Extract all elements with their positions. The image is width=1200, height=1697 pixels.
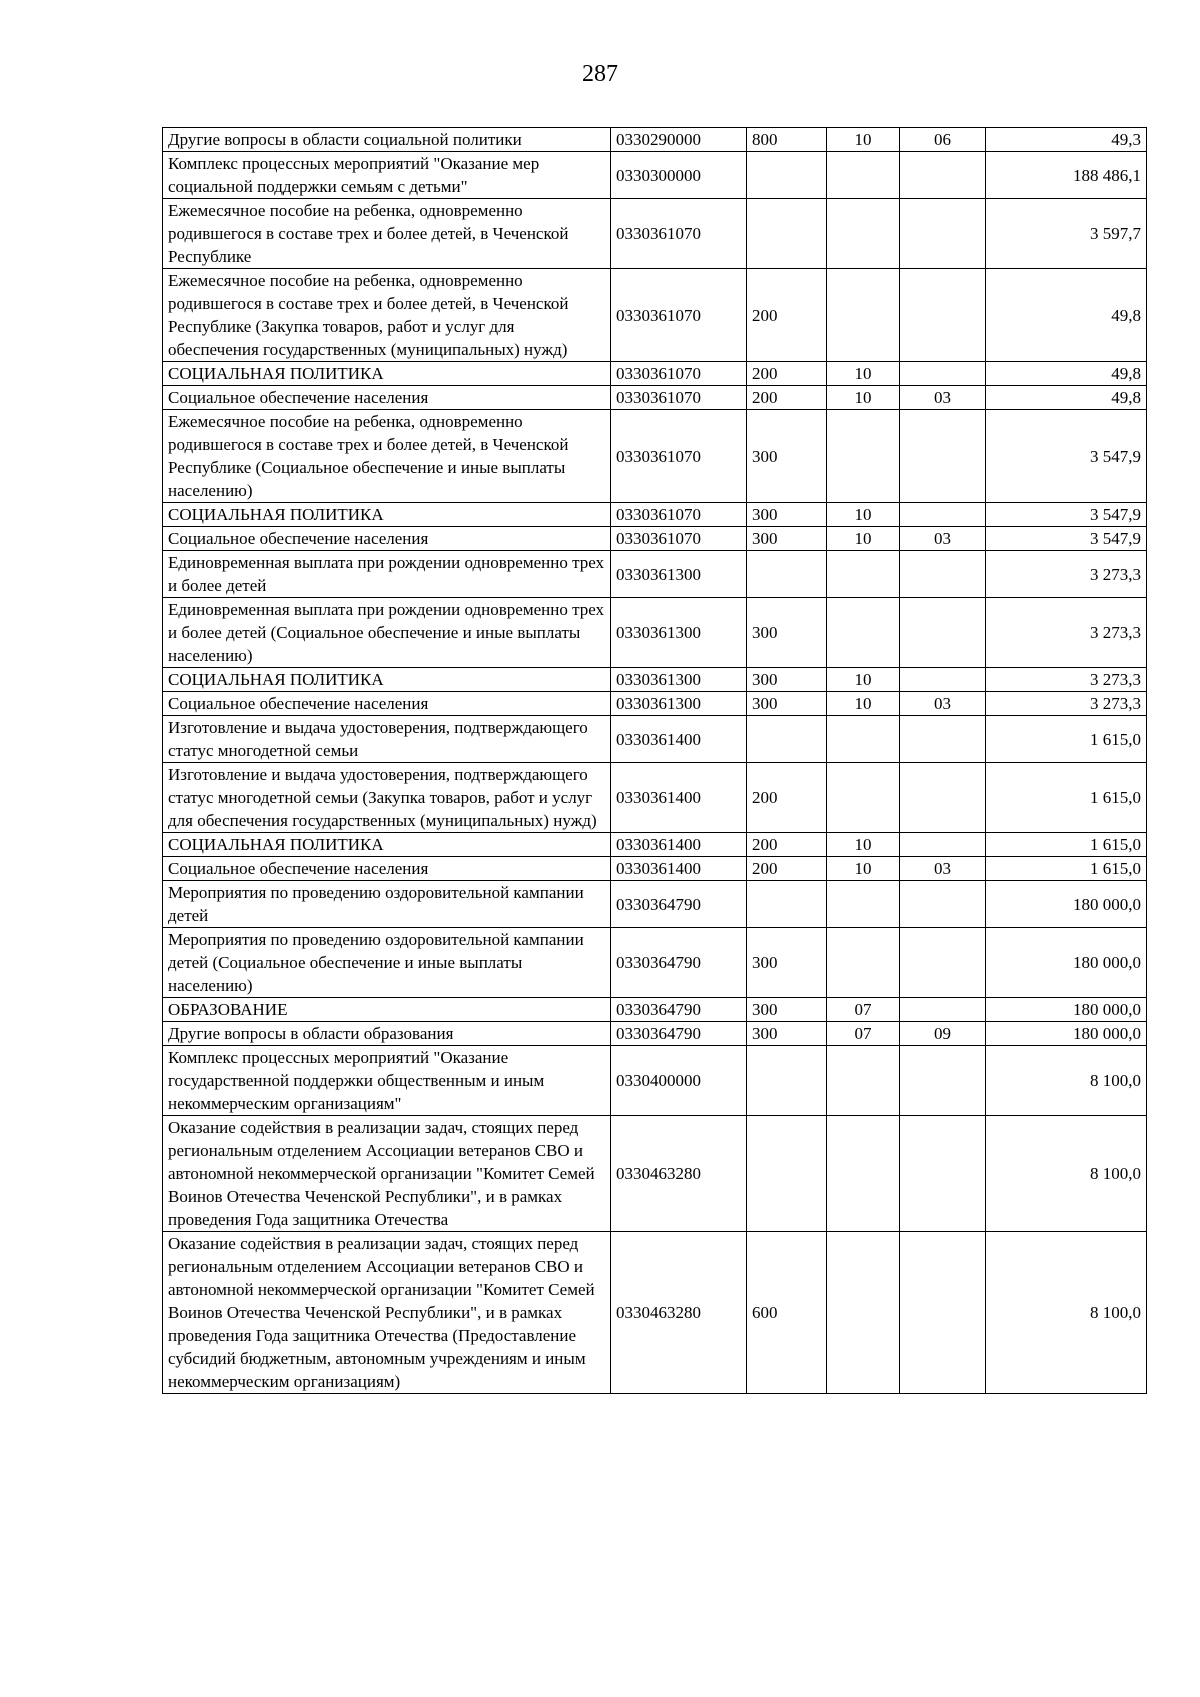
row-code: 0330361300: [611, 668, 747, 692]
table-row: [163, 527, 1147, 551]
row-expense-type: 300: [747, 998, 827, 1022]
row-expense-type: 200: [747, 362, 827, 386]
row-section: 10: [827, 857, 900, 881]
row-name: Социальное обеспечение населения: [163, 692, 611, 716]
row-code: 0330361070: [611, 503, 747, 527]
row-name: Оказание содействия в реализации задач, стоящих перед региональным отделением Ассоциации ветеранов СВО и автономной некоммерческой организации "Комитет Семей Воинов Отечества Чеченской Республики", и в рамках проведения Года защитника Отечества: [163, 1116, 611, 1232]
row-name: Ежемесячное пособие на ребенка, одновременно родившегося в составе трех и более детей, в Чеченской Республике (Закупка товаров, работ и услуг для обеспечения государственных (муниципальных) нужд): [163, 269, 611, 362]
row-subsection: 03: [900, 692, 986, 716]
row-section: 07: [827, 998, 900, 1022]
row-section: 10: [827, 386, 900, 410]
row-code: 0330361300: [611, 598, 747, 668]
table-row: [163, 362, 1147, 386]
row-section: 10: [827, 668, 900, 692]
row-name: Другие вопросы в области образования: [163, 1022, 611, 1046]
row-amount: 180 000,0: [986, 998, 1147, 1022]
row-amount: 180 000,0: [986, 928, 1147, 998]
row-subsection: [900, 269, 986, 362]
row-subsection: [900, 152, 986, 199]
row-code: 0330290000: [611, 128, 747, 152]
row-amount: 180 000,0: [986, 1022, 1147, 1046]
table-row: [163, 998, 1147, 1022]
row-section: [827, 928, 900, 998]
row-expense-type: 300: [747, 527, 827, 551]
row-expense-type: 200: [747, 857, 827, 881]
row-subsection: 03: [900, 857, 986, 881]
table-row: [163, 152, 1147, 199]
row-name: Единовременная выплата при рождении одновременно трех и более детей: [163, 551, 611, 598]
row-name: ОБРАЗОВАНИЕ: [163, 998, 611, 1022]
row-subsection: 09: [900, 1022, 986, 1046]
row-expense-type: 300: [747, 692, 827, 716]
row-name: Социальное обеспечение населения: [163, 386, 611, 410]
row-code: 0330361400: [611, 716, 747, 763]
row-code: 0330364790: [611, 881, 747, 928]
row-code: 0330364790: [611, 1022, 747, 1046]
row-amount: 3 547,9: [986, 410, 1147, 503]
row-section: [827, 716, 900, 763]
row-name: Изготовление и выдача удостоверения, подтверждающего статус многодетной семьи: [163, 716, 611, 763]
row-expense-type: 300: [747, 598, 827, 668]
row-section: [827, 881, 900, 928]
budget-table: [162, 127, 1147, 1394]
table-row: [163, 1232, 1147, 1394]
row-name: Ежемесячное пособие на ребенка, одновременно родившегося в составе трех и более детей, в Чеченской Республике: [163, 199, 611, 269]
row-code: 0330361070: [611, 386, 747, 410]
row-name: Социальное обеспечение населения: [163, 857, 611, 881]
table-row: [163, 716, 1147, 763]
row-expense-type: 300: [747, 928, 827, 998]
row-subsection: [900, 1232, 986, 1394]
table-row: [163, 551, 1147, 598]
row-amount: 49,3: [986, 128, 1147, 152]
row-code: 0330361070: [611, 362, 747, 386]
row-expense-type: [747, 199, 827, 269]
table-row: [163, 692, 1147, 716]
row-expense-type: 300: [747, 668, 827, 692]
row-subsection: [900, 598, 986, 668]
row-expense-type: 300: [747, 1022, 827, 1046]
row-amount: 49,8: [986, 269, 1147, 362]
row-expense-type: [747, 1046, 827, 1116]
table-row: [163, 928, 1147, 998]
row-code: 0330361400: [611, 763, 747, 833]
row-subsection: [900, 410, 986, 503]
row-section: 07: [827, 1022, 900, 1046]
row-amount: 3 273,3: [986, 551, 1147, 598]
row-section: [827, 269, 900, 362]
row-subsection: [900, 1116, 986, 1232]
row-section: [827, 1116, 900, 1232]
table-row: [163, 386, 1147, 410]
row-amount: 180 000,0: [986, 881, 1147, 928]
row-subsection: 06: [900, 128, 986, 152]
row-name: Комплекс процессных мероприятий "Оказание мер социальной поддержки семьям с детьми": [163, 152, 611, 199]
row-name: Другие вопросы в области социальной политики: [163, 128, 611, 152]
row-subsection: [900, 763, 986, 833]
row-section: 10: [827, 527, 900, 551]
row-subsection: [900, 199, 986, 269]
row-expense-type: 200: [747, 269, 827, 362]
row-section: [827, 1232, 900, 1394]
row-amount: 188 486,1: [986, 152, 1147, 199]
row-expense-type: 200: [747, 763, 827, 833]
row-subsection: [900, 716, 986, 763]
row-code: 0330364790: [611, 928, 747, 998]
table-row: [163, 668, 1147, 692]
row-amount: 3 273,3: [986, 668, 1147, 692]
row-subsection: [900, 668, 986, 692]
table-row: [163, 1046, 1147, 1116]
row-amount: 49,8: [986, 362, 1147, 386]
row-amount: 3 547,9: [986, 527, 1147, 551]
row-name: СОЦИАЛЬНАЯ ПОЛИТИКА: [163, 503, 611, 527]
row-code: 0330361070: [611, 199, 747, 269]
row-amount: 8 100,0: [986, 1232, 1147, 1394]
row-section: [827, 1046, 900, 1116]
row-expense-type: 200: [747, 833, 827, 857]
row-section: 10: [827, 833, 900, 857]
page-number: 287: [582, 61, 618, 87]
table-row: [163, 833, 1147, 857]
row-name: Единовременная выплата при рождении одновременно трех и более детей (Социальное обеспечение и иные выплаты населению): [163, 598, 611, 668]
row-expense-type: 800: [747, 128, 827, 152]
row-expense-type: [747, 881, 827, 928]
row-amount: 1 615,0: [986, 763, 1147, 833]
row-amount: 49,8: [986, 386, 1147, 410]
row-code: 0330463280: [611, 1116, 747, 1232]
table-row: [163, 763, 1147, 833]
row-amount: 1 615,0: [986, 857, 1147, 881]
row-section: 10: [827, 503, 900, 527]
row-amount: 1 615,0: [986, 716, 1147, 763]
table-row: [163, 881, 1147, 928]
row-name: СОЦИАЛЬНАЯ ПОЛИТИКА: [163, 668, 611, 692]
row-section: [827, 199, 900, 269]
table-row: [163, 269, 1147, 362]
row-expense-type: [747, 1116, 827, 1232]
row-name: Мероприятия по проведению оздоровительной кампании детей (Социальное обеспечение и иные выплаты населению): [163, 928, 611, 998]
row-amount: 3 597,7: [986, 199, 1147, 269]
row-amount: 3 547,9: [986, 503, 1147, 527]
row-section: 10: [827, 128, 900, 152]
row-amount: 8 100,0: [986, 1116, 1147, 1232]
row-subsection: [900, 833, 986, 857]
row-code: 0330361400: [611, 833, 747, 857]
row-code: 0330361300: [611, 692, 747, 716]
row-section: [827, 410, 900, 503]
table-row: [163, 1116, 1147, 1232]
row-name: Оказание содействия в реализации задач, стоящих перед региональным отделением Ассоциации ветеранов СВО и автономной некоммерческой организации "Комитет Семей Воинов Отечества Чеченской Республики", и в рамках проведения Года защитника Отечества (Предоставление субсидий бюджетным, автономным учреждениям и иным некоммерческим организациям): [163, 1232, 611, 1394]
row-amount: 1 615,0: [986, 833, 1147, 857]
row-name: Изготовление и выдача удостоверения, подтверждающего статус многодетной семьи (Закупка товаров, работ и услуг для обеспечения государственных (муниципальных) нужд): [163, 763, 611, 833]
row-code: 0330361400: [611, 857, 747, 881]
row-amount: 3 273,3: [986, 692, 1147, 716]
row-section: [827, 152, 900, 199]
row-section: [827, 763, 900, 833]
row-expense-type: 300: [747, 503, 827, 527]
row-section: [827, 598, 900, 668]
row-name: Социальное обеспечение населения: [163, 527, 611, 551]
row-expense-type: 600: [747, 1232, 827, 1394]
table-row: [163, 857, 1147, 881]
row-name: СОЦИАЛЬНАЯ ПОЛИТИКА: [163, 362, 611, 386]
table-row: [163, 128, 1147, 152]
row-name: Комплекс процессных мероприятий "Оказание государственной поддержки общественным и иным некоммерческим организациям": [163, 1046, 611, 1116]
row-expense-type: [747, 716, 827, 763]
row-expense-type: [747, 551, 827, 598]
row-subsection: [900, 362, 986, 386]
row-expense-type: 200: [747, 386, 827, 410]
table-row: [163, 410, 1147, 503]
row-code: 0330463280: [611, 1232, 747, 1394]
row-subsection: [900, 551, 986, 598]
row-code: 0330361070: [611, 269, 747, 362]
row-subsection: [900, 503, 986, 527]
row-expense-type: 300: [747, 410, 827, 503]
table-row: [163, 1022, 1147, 1046]
row-code: 0330400000: [611, 1046, 747, 1116]
row-code: 0330361300: [611, 551, 747, 598]
row-name: СОЦИАЛЬНАЯ ПОЛИТИКА: [163, 833, 611, 857]
row-code: 0330300000: [611, 152, 747, 199]
row-name: Мероприятия по проведению оздоровительной кампании детей: [163, 881, 611, 928]
row-amount: 8 100,0: [986, 1046, 1147, 1116]
row-expense-type: [747, 152, 827, 199]
row-section: [827, 551, 900, 598]
row-section: 10: [827, 362, 900, 386]
row-section: 10: [827, 692, 900, 716]
row-subsection: [900, 1046, 986, 1116]
row-subsection: 03: [900, 386, 986, 410]
row-amount: 3 273,3: [986, 598, 1147, 668]
row-code: 0330364790: [611, 998, 747, 1022]
table-row: [163, 598, 1147, 668]
budget-table-body: [163, 128, 1147, 1394]
row-code: 0330361070: [611, 527, 747, 551]
row-subsection: 03: [900, 527, 986, 551]
table-row: [163, 503, 1147, 527]
row-code: 0330361070: [611, 410, 747, 503]
row-subsection: [900, 881, 986, 928]
table-row: [163, 199, 1147, 269]
row-subsection: [900, 998, 986, 1022]
row-name: Ежемесячное пособие на ребенка, одновременно родившегося в составе трех и более детей, в Чеченской Республике (Социальное обеспечение и иные выплаты населению): [163, 410, 611, 503]
row-subsection: [900, 928, 986, 998]
